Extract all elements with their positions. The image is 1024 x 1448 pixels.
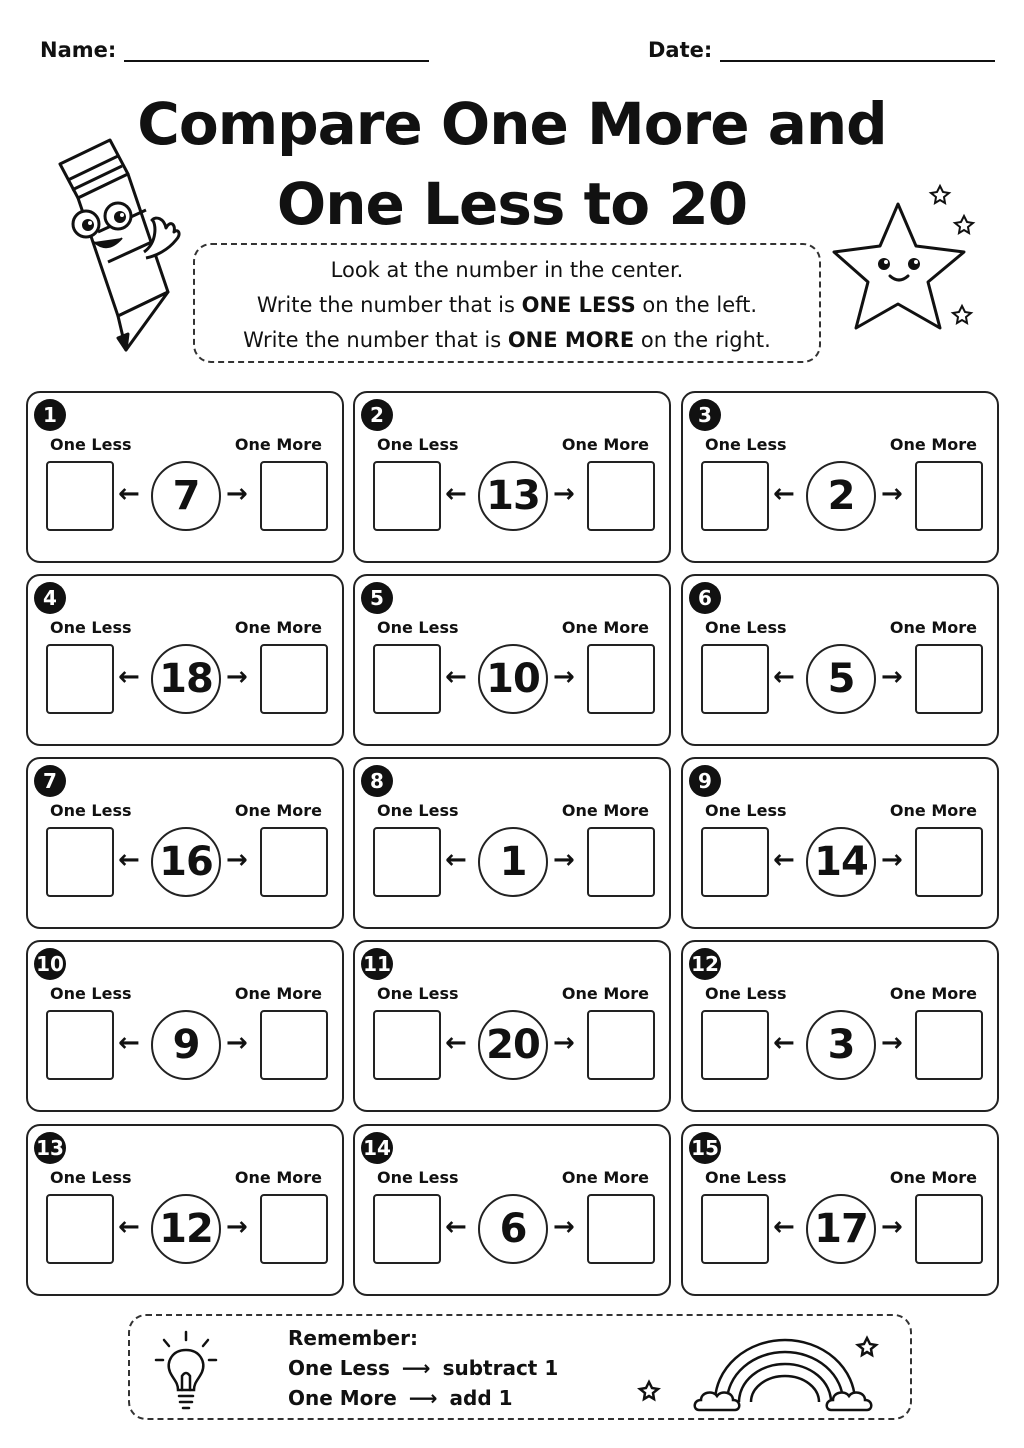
arrow-left-icon: ← bbox=[118, 1212, 140, 1242]
one-less-label: One Less bbox=[50, 984, 132, 1003]
arrow-right-icon: → bbox=[226, 479, 248, 509]
arrow-left-icon: ← bbox=[773, 845, 795, 875]
arrow-left-icon: ← bbox=[118, 845, 140, 875]
center-number: 6 bbox=[478, 1194, 548, 1264]
one-less-label: One Less bbox=[377, 435, 459, 454]
one-less-answer-box[interactable] bbox=[373, 827, 441, 897]
problem-card bbox=[681, 391, 999, 563]
one-more-answer-box[interactable] bbox=[915, 1010, 983, 1080]
problem-number: 9 bbox=[689, 765, 721, 797]
center-number: 5 bbox=[806, 644, 876, 714]
center-number: 16 bbox=[151, 827, 221, 897]
date-label: Date: bbox=[648, 38, 713, 62]
instruction-line-2: Write the number that is ONE LESS on the left. bbox=[256, 293, 758, 317]
one-less-answer-box[interactable] bbox=[373, 1194, 441, 1264]
problem-card bbox=[26, 940, 344, 1112]
problem-number: 8 bbox=[361, 765, 393, 797]
one-more-label: One More bbox=[561, 984, 649, 1003]
one-more-label: One More bbox=[234, 435, 322, 454]
one-more-answer-box[interactable] bbox=[260, 644, 328, 714]
arrow-left-icon: ← bbox=[445, 1028, 467, 1058]
center-number: 9 bbox=[151, 1010, 221, 1080]
arrow-right-icon: → bbox=[553, 1212, 575, 1242]
remember-title: Remember: bbox=[288, 1326, 418, 1350]
instructions-box bbox=[193, 243, 821, 363]
center-number: 2 bbox=[806, 461, 876, 531]
one-more-answer-box[interactable] bbox=[260, 461, 328, 531]
one-more-label: One More bbox=[234, 801, 322, 820]
one-less-label: One Less bbox=[377, 618, 459, 637]
arrow-right-icon: → bbox=[881, 1212, 903, 1242]
one-less-label: One Less bbox=[705, 435, 787, 454]
one-more-label: One More bbox=[889, 618, 977, 637]
one-more-answer-box[interactable] bbox=[587, 827, 655, 897]
problem-number: 12 bbox=[689, 948, 721, 980]
problem-number: 5 bbox=[361, 582, 393, 614]
one-more-answer-box[interactable] bbox=[260, 827, 328, 897]
center-number: 10 bbox=[478, 644, 548, 714]
problem-number: 1 bbox=[34, 399, 66, 431]
remember-rule-more: One More ⟶ add 1 bbox=[288, 1386, 513, 1410]
star-mascot-icon bbox=[828, 180, 978, 340]
one-more-label: One More bbox=[561, 1168, 649, 1187]
arrow-left-icon: ← bbox=[773, 1212, 795, 1242]
one-more-answer-box[interactable] bbox=[587, 1194, 655, 1264]
one-less-answer-box[interactable] bbox=[701, 1194, 769, 1264]
arrow-right-icon: → bbox=[881, 1028, 903, 1058]
arrow-left-icon: ← bbox=[445, 845, 467, 875]
one-more-answer-box[interactable] bbox=[260, 1010, 328, 1080]
one-less-label: One Less bbox=[377, 984, 459, 1003]
one-more-answer-box[interactable] bbox=[587, 644, 655, 714]
problem-number: 10 bbox=[34, 948, 66, 980]
one-less-answer-box[interactable] bbox=[701, 827, 769, 897]
one-less-answer-box[interactable] bbox=[46, 1194, 114, 1264]
problem-number: 13 bbox=[34, 1132, 66, 1164]
one-more-answer-box[interactable] bbox=[587, 1010, 655, 1080]
one-less-answer-box[interactable] bbox=[701, 644, 769, 714]
problem-number: 2 bbox=[361, 399, 393, 431]
center-number: 3 bbox=[806, 1010, 876, 1080]
center-number: 14 bbox=[806, 827, 876, 897]
one-less-label: One Less bbox=[50, 618, 132, 637]
one-less-label: One Less bbox=[705, 618, 787, 637]
arrow-right-icon: → bbox=[881, 479, 903, 509]
one-more-answer-box[interactable] bbox=[587, 461, 655, 531]
arrow-left-icon: ← bbox=[773, 479, 795, 509]
pencil-mascot-icon bbox=[48, 132, 188, 357]
problem-card bbox=[681, 757, 999, 929]
one-less-label: One Less bbox=[377, 1168, 459, 1187]
arrow-right-icon: → bbox=[226, 662, 248, 692]
arrow-right-icon: → bbox=[553, 845, 575, 875]
one-more-label: One More bbox=[234, 1168, 322, 1187]
center-number: 17 bbox=[806, 1194, 876, 1264]
instruction-line-1: Look at the number in the center. bbox=[330, 258, 684, 282]
arrow-left-icon: ← bbox=[445, 479, 467, 509]
one-less-label: One Less bbox=[50, 435, 132, 454]
center-number: 1 bbox=[478, 827, 548, 897]
one-more-label: One More bbox=[889, 435, 977, 454]
one-more-label: One More bbox=[234, 984, 322, 1003]
arrow-left-icon: ← bbox=[773, 1028, 795, 1058]
one-less-label: One Less bbox=[705, 984, 787, 1003]
one-more-label: One More bbox=[889, 801, 977, 820]
one-less-answer-box[interactable] bbox=[46, 827, 114, 897]
problem-card bbox=[26, 574, 344, 746]
remember-rule-less: One Less ⟶ subtract 1 bbox=[288, 1356, 559, 1380]
name-field-row bbox=[40, 36, 429, 62]
title-line-2: One Less to 20 bbox=[276, 170, 748, 238]
arrow-right-icon: → bbox=[226, 1028, 248, 1058]
one-less-label: One Less bbox=[50, 1168, 132, 1187]
problem-card bbox=[26, 1124, 344, 1296]
problem-card bbox=[353, 1124, 671, 1296]
arrow-left-icon: ← bbox=[773, 662, 795, 692]
problem-number: 3 bbox=[689, 399, 721, 431]
problem-card bbox=[353, 391, 671, 563]
one-less-answer-box[interactable] bbox=[373, 1010, 441, 1080]
name-label: Name: bbox=[40, 38, 117, 62]
one-more-answer-box[interactable] bbox=[260, 1194, 328, 1264]
arrow-left-icon: ← bbox=[445, 1212, 467, 1242]
arrow-right-icon: → bbox=[226, 1212, 248, 1242]
problem-card bbox=[353, 757, 671, 929]
one-more-answer-box[interactable] bbox=[915, 644, 983, 714]
arrow-right-icon: → bbox=[553, 1028, 575, 1058]
problem-number: 11 bbox=[361, 948, 393, 980]
instruction-line-3: Write the number that is ONE MORE on the right. bbox=[243, 328, 771, 352]
one-more-answer-box[interactable] bbox=[915, 461, 983, 531]
problem-card bbox=[681, 1124, 999, 1296]
problem-number: 4 bbox=[34, 582, 66, 614]
arrow-left-icon: ← bbox=[445, 662, 467, 692]
one-more-label: One More bbox=[889, 1168, 977, 1187]
title-line-1: Compare One More and bbox=[137, 90, 887, 158]
date-line[interactable] bbox=[720, 36, 995, 62]
one-less-label: One Less bbox=[50, 801, 132, 820]
problem-number: 15 bbox=[689, 1132, 721, 1164]
arrow-left-icon: ← bbox=[118, 479, 140, 509]
one-more-label: One More bbox=[234, 618, 322, 637]
arrow-right-icon: → bbox=[881, 662, 903, 692]
remember-box bbox=[128, 1314, 912, 1420]
arrow-right-icon: → bbox=[881, 845, 903, 875]
center-number: 12 bbox=[151, 1194, 221, 1264]
one-less-answer-box[interactable] bbox=[701, 1010, 769, 1080]
one-more-label: One More bbox=[561, 618, 649, 637]
date-field-row bbox=[648, 36, 995, 62]
lightbulb-icon bbox=[152, 1326, 220, 1412]
name-line[interactable] bbox=[124, 36, 429, 62]
arrow-right-icon: → bbox=[553, 662, 575, 692]
problem-card bbox=[26, 391, 344, 563]
one-less-answer-box[interactable] bbox=[46, 461, 114, 531]
one-less-answer-box[interactable] bbox=[373, 644, 441, 714]
problem-number: 14 bbox=[361, 1132, 393, 1164]
one-less-answer-box[interactable] bbox=[373, 461, 441, 531]
arrow-right-icon: → bbox=[226, 845, 248, 875]
one-less-answer-box[interactable] bbox=[46, 644, 114, 714]
center-number: 7 bbox=[151, 461, 221, 531]
center-number: 18 bbox=[151, 644, 221, 714]
one-more-answer-box[interactable] bbox=[915, 827, 983, 897]
problem-number: 7 bbox=[34, 765, 66, 797]
problem-card bbox=[26, 757, 344, 929]
arrow-right-icon: → bbox=[553, 479, 575, 509]
one-less-answer-box[interactable] bbox=[701, 461, 769, 531]
problem-card bbox=[353, 940, 671, 1112]
problem-card bbox=[353, 574, 671, 746]
problem-number: 6 bbox=[689, 582, 721, 614]
center-number: 13 bbox=[478, 461, 548, 531]
one-less-label: One Less bbox=[377, 801, 459, 820]
rainbow-icon bbox=[635, 1322, 895, 1418]
center-number: 20 bbox=[478, 1010, 548, 1080]
one-more-label: One More bbox=[561, 435, 649, 454]
one-more-answer-box[interactable] bbox=[915, 1194, 983, 1264]
problem-card bbox=[681, 574, 999, 746]
problem-card bbox=[681, 940, 999, 1112]
one-less-answer-box[interactable] bbox=[46, 1010, 114, 1080]
one-less-label: One Less bbox=[705, 801, 787, 820]
arrow-left-icon: ← bbox=[118, 662, 140, 692]
one-less-label: One Less bbox=[705, 1168, 787, 1187]
arrow-left-icon: ← bbox=[118, 1028, 140, 1058]
one-more-label: One More bbox=[889, 984, 977, 1003]
one-more-label: One More bbox=[561, 801, 649, 820]
